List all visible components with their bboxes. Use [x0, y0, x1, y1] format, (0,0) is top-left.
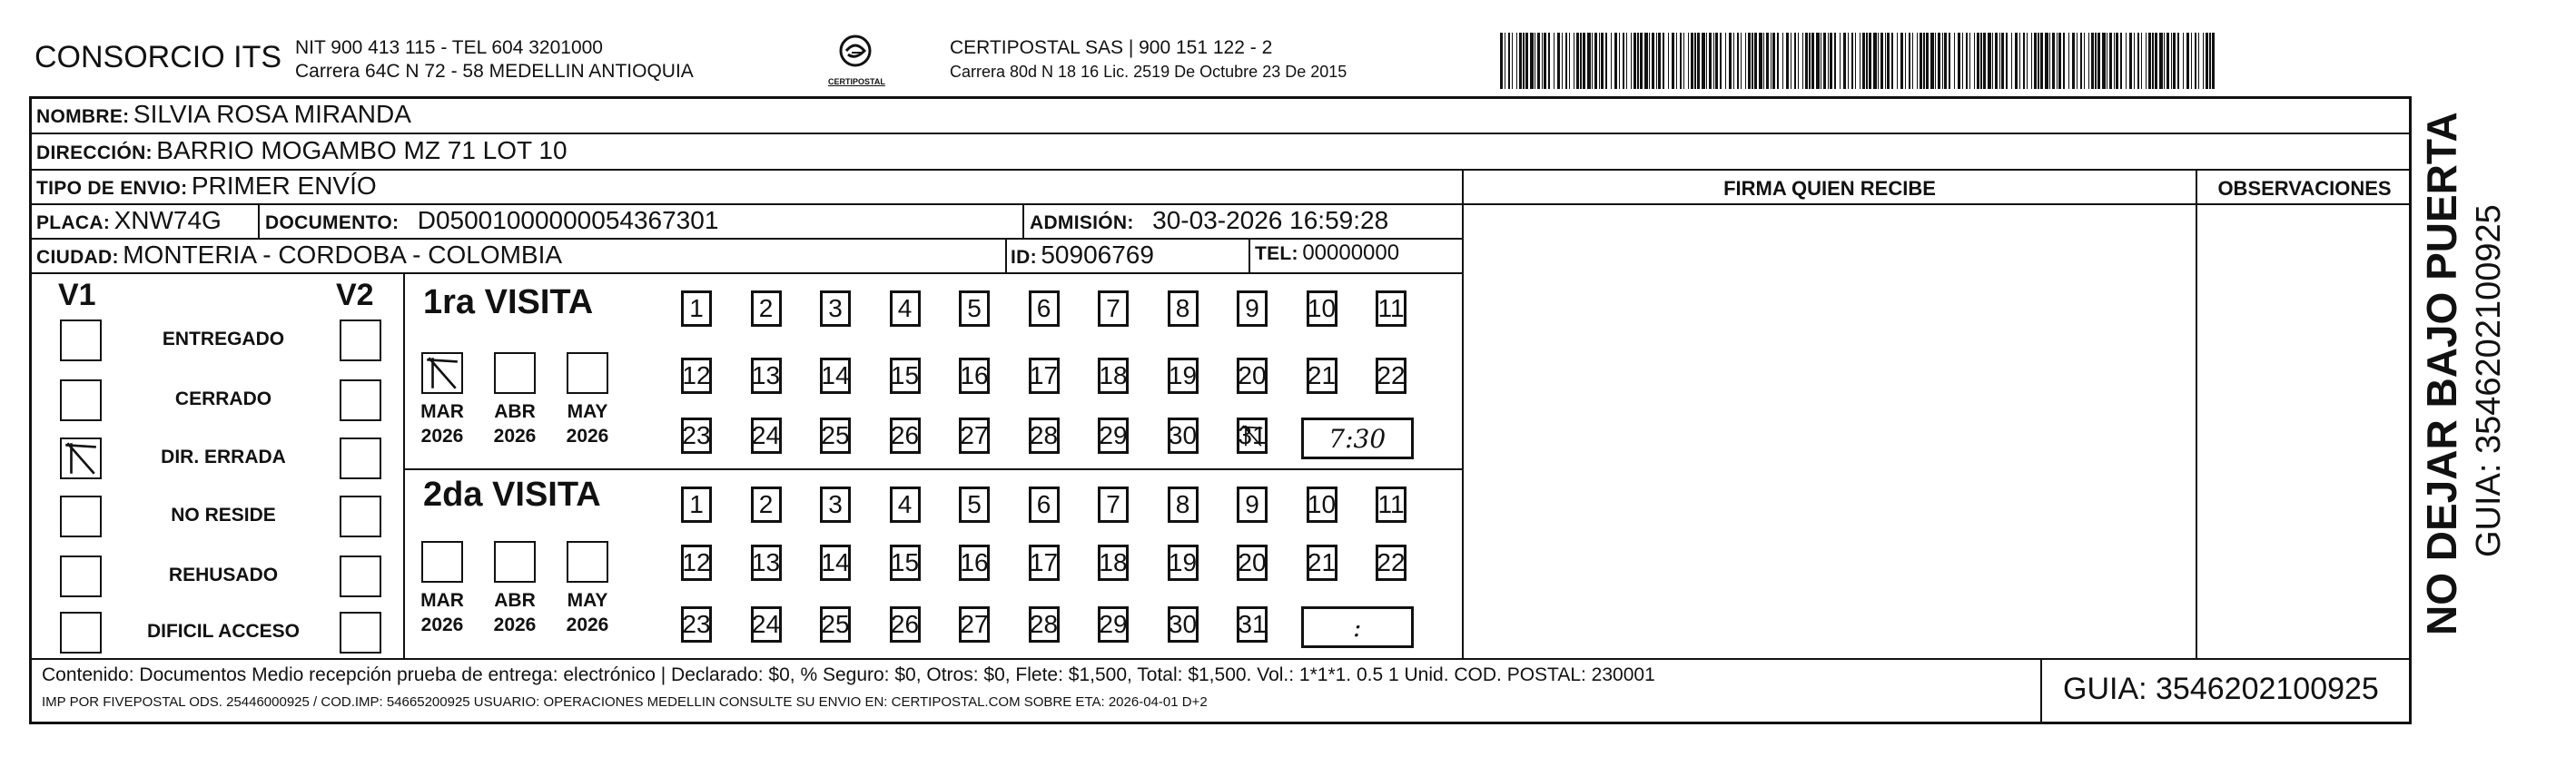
time-box[interactable]	[1301, 418, 1415, 459]
month-checkbox[interactable]	[421, 541, 463, 583]
day-box[interactable]	[1098, 545, 1129, 581]
outcome-v2-checkbox[interactable]	[340, 320, 381, 361]
day-box[interactable]	[681, 606, 712, 643]
day-number: 16	[960, 548, 989, 576]
day-number: 10	[1307, 294, 1337, 322]
day-box[interactable]	[1168, 418, 1199, 454]
day-box[interactable]	[959, 290, 990, 327]
year-label: 2026	[566, 614, 609, 635]
observaciones-header: OBSERVACIONES	[2217, 177, 2392, 200]
day-box[interactable]	[1237, 545, 1268, 581]
outcome-label: NO RESIDE	[171, 505, 276, 526]
day-box[interactable]	[681, 358, 712, 394]
id-value: 50906769	[1041, 241, 1154, 269]
day-number: 11	[1377, 490, 1405, 518]
day-box[interactable]	[820, 290, 851, 327]
month-checkbox[interactable]	[567, 352, 608, 394]
visit2-title: 2da VISITA	[423, 476, 601, 514]
day-box[interactable]	[1307, 487, 1337, 523]
day-number: 4	[897, 294, 913, 322]
content-line: Contenido: Documentos Medio recepción prueba de entrega: electrónico | Declarado: $0, % Seguro: $0, Otros: $0, Flete: $1,500, Total: $1,500. Vol.: 1*1*1. 0.5 1 Unid. COD. POSTAL: 230001	[42, 664, 1655, 685]
day-box[interactable]	[1168, 606, 1199, 643]
day-box[interactable]	[1029, 545, 1060, 581]
day-box[interactable]	[959, 545, 990, 581]
tipo-envio-row	[36, 172, 377, 201]
month-label: MAR	[420, 401, 464, 422]
nombre-label: NOMBRE:	[36, 106, 130, 127]
day-box[interactable]	[890, 545, 921, 581]
company-nit-tel: NIT 900 413 115 - TEL 604 3201000	[295, 37, 603, 58]
outcome-v2-checkbox[interactable]	[340, 496, 381, 537]
day-number: 26	[890, 610, 920, 638]
company-address: Carrera 64C N 72 - 58 MEDELLIN ANTIOQUIA	[295, 61, 694, 82]
direccion-value: BARRIO MOGAMBO MZ 71 LOT 10	[156, 136, 568, 164]
day-number: 17	[1029, 548, 1059, 576]
month-label: MAY	[567, 590, 608, 611]
day-box[interactable]	[1029, 487, 1060, 523]
day-box[interactable]	[890, 418, 921, 454]
day-number: 7	[1106, 294, 1120, 322]
day-number: 2	[758, 490, 774, 518]
day-number: 1	[689, 294, 704, 322]
courier-address: Carrera 80d N 18 16 Lic. 2519 De Octubre 23 De 2015	[950, 63, 1347, 81]
day-number: 27	[960, 421, 989, 449]
day-box[interactable]	[681, 418, 712, 454]
day-box[interactable]	[890, 290, 921, 327]
outcome-v2-checkbox[interactable]	[340, 555, 381, 597]
day-number: 13	[751, 361, 781, 389]
placa-cell	[36, 206, 222, 235]
day-number: 23	[682, 421, 711, 449]
day-number: 15	[890, 361, 920, 389]
day-number: 24	[751, 610, 781, 638]
outcome-v2-checkbox[interactable]	[340, 437, 381, 479]
day-number: 12	[682, 361, 711, 389]
day-box[interactable]	[1098, 487, 1129, 523]
month-label: ABR	[494, 401, 536, 422]
courier-name: CERTIPOSTAL SAS | 900 151 122 - 2	[950, 37, 1273, 58]
visit1-title: 1ra VISITA	[423, 283, 594, 321]
day-number: 15	[890, 548, 920, 576]
day-box[interactable]	[681, 545, 712, 581]
day-box[interactable]	[1168, 545, 1199, 581]
day-number: 30	[1168, 610, 1198, 638]
day-box[interactable]	[751, 606, 782, 643]
admision-value: 30-03-2026 16:59:28	[1152, 206, 1389, 234]
day-box[interactable]	[890, 606, 921, 643]
day-box[interactable]	[1237, 487, 1268, 523]
day-number: 20	[1238, 361, 1267, 389]
tel-label: TEL:	[1255, 243, 1298, 264]
outcome-label: DIR. ERRADA	[161, 447, 286, 467]
day-number: 19	[1168, 361, 1198, 389]
tipo-envio-value: PRIMER ENVÍO	[191, 172, 377, 200]
day-box[interactable]	[751, 545, 782, 581]
day-box[interactable]	[820, 487, 851, 523]
documento-value: D05001000000054367301	[417, 206, 719, 234]
day-box[interactable]	[681, 487, 712, 523]
day-box[interactable]	[1098, 290, 1129, 327]
side-guia: GUIA: 3546202100925	[2470, 204, 2508, 557]
outcome-v1-checkbox[interactable]	[60, 320, 102, 361]
id-cell	[1011, 241, 1154, 270]
day-box[interactable]	[890, 358, 921, 394]
month-checkbox[interactable]	[494, 352, 536, 394]
admision-label: ADMISIÓN:	[1030, 212, 1134, 233]
tel-value: 00000000	[1302, 241, 1400, 265]
day-box[interactable]	[1307, 545, 1337, 581]
v2-header: V2	[336, 278, 374, 312]
day-box[interactable]	[1098, 606, 1129, 643]
day-box[interactable]	[1168, 487, 1199, 523]
day-number: 21	[1307, 548, 1337, 576]
outcome-v1-checkbox[interactable]	[60, 612, 102, 654]
time-box[interactable]	[1301, 606, 1415, 648]
day-box[interactable]	[820, 545, 851, 581]
time-value: 7:30	[1328, 423, 1387, 454]
month-label: MAR	[420, 590, 464, 611]
day-box[interactable]	[1237, 290, 1268, 327]
day-number: 28	[1029, 610, 1059, 638]
day-number: 31	[1238, 610, 1267, 638]
day-box[interactable]	[1098, 358, 1129, 394]
direccion-label: DIRECCIÓN:	[36, 143, 153, 163]
day-number: 5	[967, 490, 982, 518]
outcome-v1-checkbox[interactable]	[60, 437, 102, 479]
month-label: ABR	[494, 590, 536, 611]
day-box[interactable]	[1376, 290, 1406, 327]
day-box[interactable]	[1307, 358, 1337, 394]
day-box[interactable]	[1168, 290, 1199, 327]
day-box[interactable]	[1376, 487, 1406, 523]
day-number: 9	[1245, 294, 1259, 322]
day-number: 5	[967, 294, 982, 322]
year-label: 2026	[420, 614, 464, 635]
day-box[interactable]	[1376, 358, 1406, 394]
day-box[interactable]	[1029, 418, 1060, 454]
year-label: 2026	[420, 426, 464, 447]
year-label: 2026	[566, 426, 609, 447]
day-number: 20	[1238, 548, 1267, 576]
day-number: 25	[821, 421, 850, 449]
day-number: 24	[751, 421, 781, 449]
day-number: 25	[821, 610, 850, 638]
day-number: 21	[1307, 361, 1337, 389]
day-number: 29	[1099, 610, 1128, 638]
day-number: 8	[1175, 294, 1190, 322]
day-box[interactable]	[1237, 358, 1268, 394]
day-box[interactable]	[751, 418, 782, 454]
day-number: 11	[1377, 294, 1405, 322]
day-box[interactable]	[890, 487, 921, 523]
id-label: ID:	[1011, 247, 1037, 268]
day-box[interactable]	[959, 358, 990, 394]
day-box[interactable]	[959, 606, 990, 643]
tipo-envio-label: TIPO DE ENVIO:	[36, 178, 188, 199]
day-number: 18	[1099, 548, 1128, 576]
day-number: 29	[1099, 421, 1128, 449]
outcome-v2-checkbox[interactable]	[340, 612, 381, 654]
day-box[interactable]	[820, 358, 851, 394]
day-box[interactable]	[959, 487, 990, 523]
tel-cell	[1255, 241, 1399, 266]
nombre-row	[36, 100, 411, 129]
placa-label: PLACA:	[36, 212, 111, 233]
nombre-value: SILVIA ROSA MIRANDA	[133, 100, 411, 128]
month-label: MAY	[567, 401, 608, 422]
day-number: 6	[1036, 294, 1051, 322]
ciudad-cell	[36, 241, 562, 270]
day-number: 9	[1245, 490, 1259, 518]
outcome-label: CERRADO	[174, 388, 272, 409]
day-number: 30	[1168, 421, 1198, 449]
month-checkbox[interactable]	[421, 352, 463, 394]
day-number: 10	[1307, 490, 1337, 518]
v1-header: V1	[58, 278, 96, 312]
day-number: 16	[960, 361, 989, 389]
footer-guia: GUIA: 3546202100925	[2063, 672, 2379, 706]
day-number: 6	[1036, 490, 1051, 518]
outcome-label: REHUSADO	[168, 565, 279, 585]
day-number: 4	[897, 490, 913, 518]
day-box[interactable]	[820, 418, 851, 454]
documento-cell	[265, 206, 718, 235]
day-number: 19	[1168, 548, 1198, 576]
day-box[interactable]	[751, 290, 782, 327]
day-box[interactable]	[959, 418, 990, 454]
year-label: 2026	[493, 614, 537, 635]
placa-value: XNW74G	[114, 206, 222, 234]
day-box[interactable]	[1098, 418, 1129, 454]
imp-line: IMP POR FIVEPOSTAL ODS. 25446000925 / COD.IMP: 54665200925 USUARIO: OPERACIONES MEDELLIN CONSULTE SU ENVIO EN: CERTIPOSTAL.COM SOBRE ETA: 2026-04-01 D+2	[42, 694, 1208, 710]
day-number: 13	[751, 548, 781, 576]
month-checkbox[interactable]	[567, 541, 608, 583]
time-value: :	[1353, 612, 1362, 643]
certipostal-logo: CERTIPOSTAL	[828, 33, 883, 89]
ciudad-label: CIUDAD:	[36, 247, 119, 268]
day-box[interactable]	[1376, 545, 1406, 581]
day-number: 22	[1377, 361, 1406, 389]
direccion-row	[36, 136, 568, 165]
day-box[interactable]	[820, 606, 851, 643]
day-box[interactable]	[1307, 290, 1337, 327]
year-label: 2026	[493, 426, 537, 447]
day-number: 14	[821, 548, 850, 576]
day-number: 23	[682, 610, 711, 638]
day-box[interactable]	[1029, 290, 1060, 327]
day-number: 7	[1106, 490, 1120, 518]
day-box[interactable]	[1168, 358, 1199, 394]
day-box[interactable]	[751, 487, 782, 523]
outcome-v1-checkbox[interactable]	[60, 379, 102, 421]
firma-header: FIRMA QUIEN RECIBE	[1723, 177, 1936, 200]
day-number: 27	[960, 610, 989, 638]
day-number: 17	[1029, 361, 1059, 389]
day-number: 31	[1238, 421, 1267, 449]
day-box[interactable]	[1237, 606, 1268, 643]
day-number: 14	[821, 361, 850, 389]
month-checkbox[interactable]	[494, 541, 536, 583]
day-number: 8	[1175, 490, 1190, 518]
day-number: 3	[828, 490, 843, 518]
day-box[interactable]	[1029, 358, 1060, 394]
day-number: 26	[890, 421, 920, 449]
day-number: 22	[1377, 548, 1406, 576]
day-box[interactable]	[1237, 418, 1268, 454]
admision-cell	[1030, 206, 1388, 235]
ciudad-value: MONTERIA - CORDOBA - COLOMBIA	[123, 241, 563, 269]
company-name: CONSORCIO ITS	[35, 40, 282, 74]
day-box[interactable]	[1029, 606, 1060, 643]
day-number: 3	[828, 294, 843, 322]
day-number: 28	[1029, 421, 1059, 449]
outcome-label: ENTREGADO	[162, 329, 285, 349]
day-number: 2	[758, 294, 774, 322]
day-number: 12	[682, 548, 711, 576]
day-number: 1	[689, 490, 704, 518]
documento-label: DOCUMENTO:	[265, 212, 400, 233]
outcome-v1-checkbox[interactable]	[60, 555, 102, 597]
outcome-v1-checkbox[interactable]	[60, 496, 102, 537]
outcome-label: DIFICIL ACCESO	[146, 621, 300, 642]
day-box[interactable]	[751, 358, 782, 394]
day-box[interactable]	[681, 290, 712, 327]
day-number: 18	[1099, 361, 1128, 389]
outcome-v2-checkbox[interactable]	[340, 379, 381, 421]
barcode	[1500, 33, 2219, 89]
side-warning: NO DEJAR BAJO PUERTA	[2418, 112, 2465, 635]
